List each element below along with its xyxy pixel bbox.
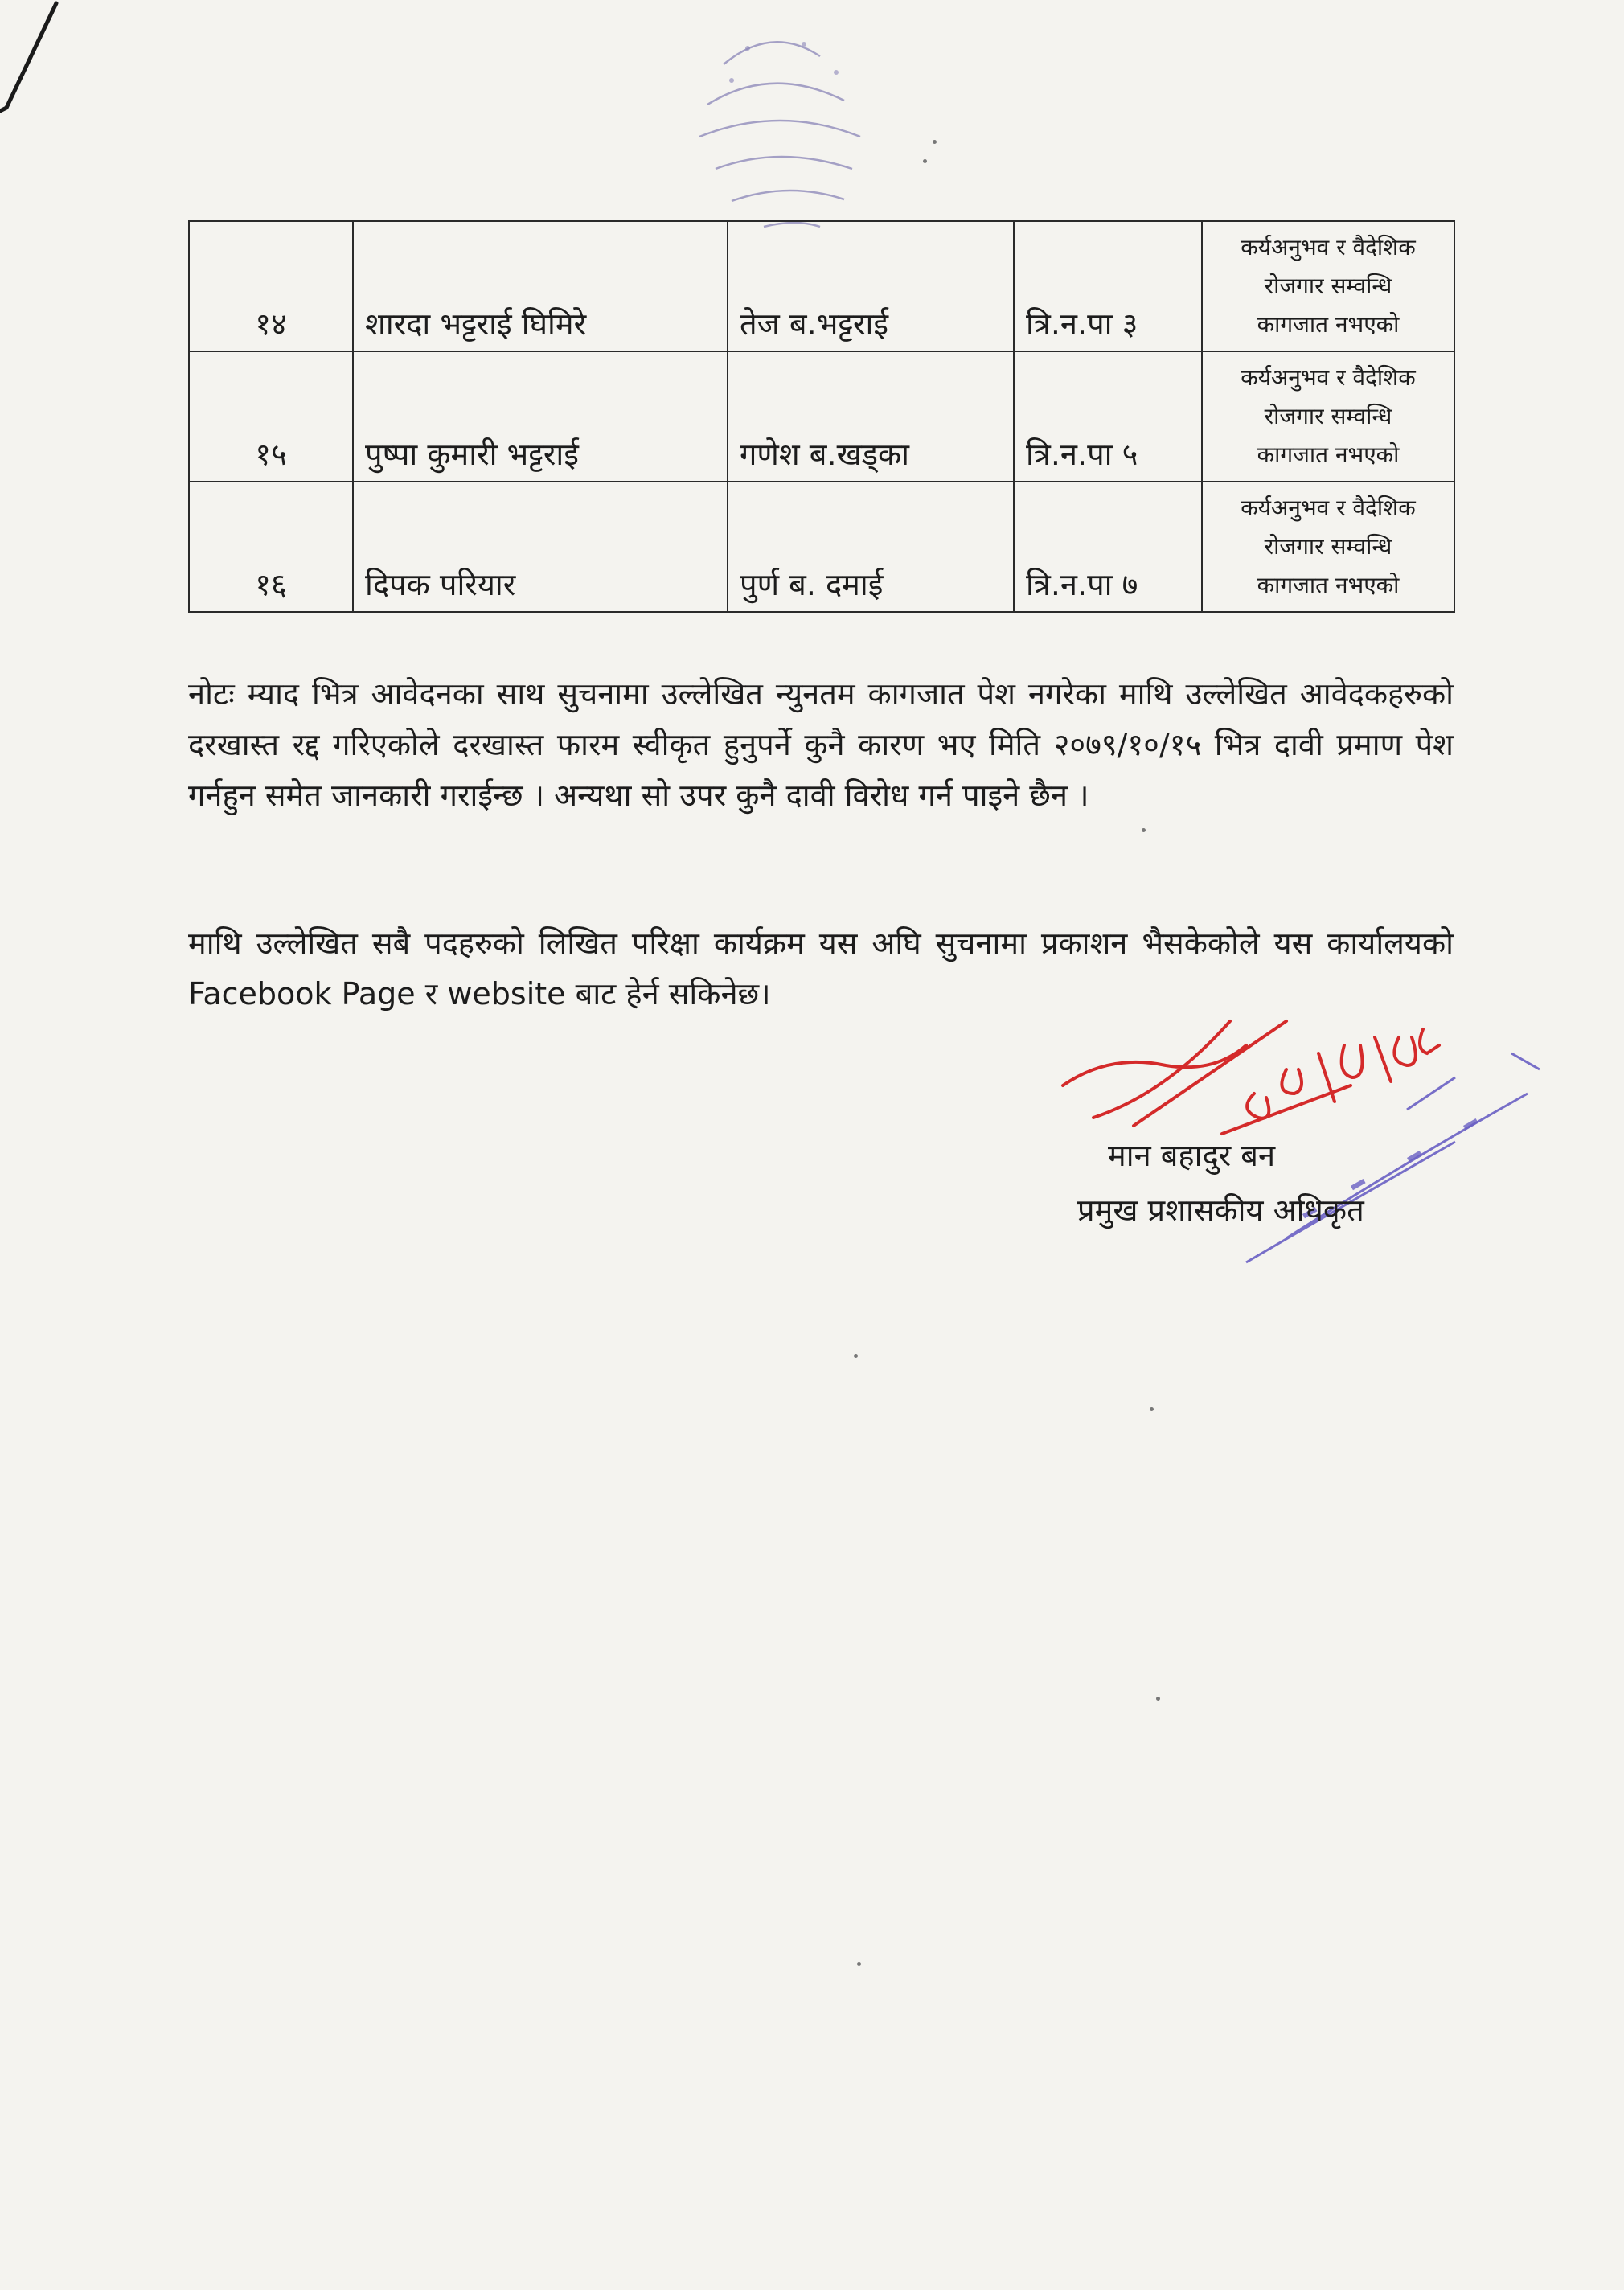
address: त्रि.न.पा ५: [1014, 351, 1202, 482]
serial-number: १४: [189, 221, 353, 351]
speck: [1142, 828, 1146, 832]
applicant-name: शारदा भट्टराई घिमिरे: [353, 221, 728, 351]
signatory-name: मान बहादुर बन: [1108, 1138, 1276, 1173]
applicant-name: दिपक परियार: [353, 482, 728, 612]
speck: [1150, 1407, 1154, 1411]
speck: [854, 1354, 858, 1358]
remark: कर्यअनुभव र वैदेशिक रोजगार सम्वन्धि कागजात नभएको: [1202, 221, 1454, 351]
table-row: [189, 482, 1454, 612]
remark: कर्यअनुभव र वैदेशिक रोजगार सम्वन्धि कागजात नभएको: [1202, 351, 1454, 482]
signatory-title: प्रमुख प्रशासकीय अधिकृत: [1077, 1192, 1364, 1228]
serial-number: १६: [189, 482, 353, 612]
address: त्रि.न.पा ७: [1014, 482, 1202, 612]
speck: [923, 159, 927, 163]
serial-number: १५: [189, 351, 353, 482]
guardian-name: गणेश ब.खड्का: [728, 351, 1014, 482]
table-row: [189, 221, 1454, 351]
publication-paragraph: माथि उल्लेखित सबै पदहरुको लिखित परिक्षा कार्यक्रम यस अघि सुचनामा प्रकाशन भैसकेकोले यस कार्यालयको Facebook Page र website बाट हेर्न सकिनेछ।: [188, 925, 1454, 1012]
speck: [857, 1962, 861, 1966]
speck: [933, 140, 937, 144]
corner-pen-mark: [0, 0, 72, 129]
remark: कर्यअनुभव र वैदेशिक रोजगार सम्वन्धि कागजात नभएको: [1202, 482, 1454, 612]
guardian-name: पुर्ण ब. दमाई: [728, 482, 1014, 612]
table-row: [189, 351, 1454, 482]
speck: [1156, 1697, 1160, 1701]
guardian-name: तेज ब.भट्टराई: [728, 221, 1014, 351]
address: त्रि.न.पा ३: [1014, 221, 1202, 351]
note-paragraph: नोटः म्याद भित्र आवेदनका साथ सुचनामा उल्लेखित न्युनतम कागजात पेश नगरेका माथि उल्लेखित आवेदकहरुको दरखास्त रद्द गरिएकोले दरखास्त फारम स्वीकृत हुनुपर्ने कुनै कारण भए मिति २०७९/१०/१५ भित्र दावी प्रमाण पेश गर्नहुन समेत जानकारी गराईन्छ । अन्यथा सो उपर कुनै दावी विरोध गर्न पाइने छैन ।: [188, 676, 1454, 813]
applicant-name: पुष्पा कुमारी भट्टराई: [353, 351, 728, 482]
applicant-table: [188, 220, 1455, 613]
